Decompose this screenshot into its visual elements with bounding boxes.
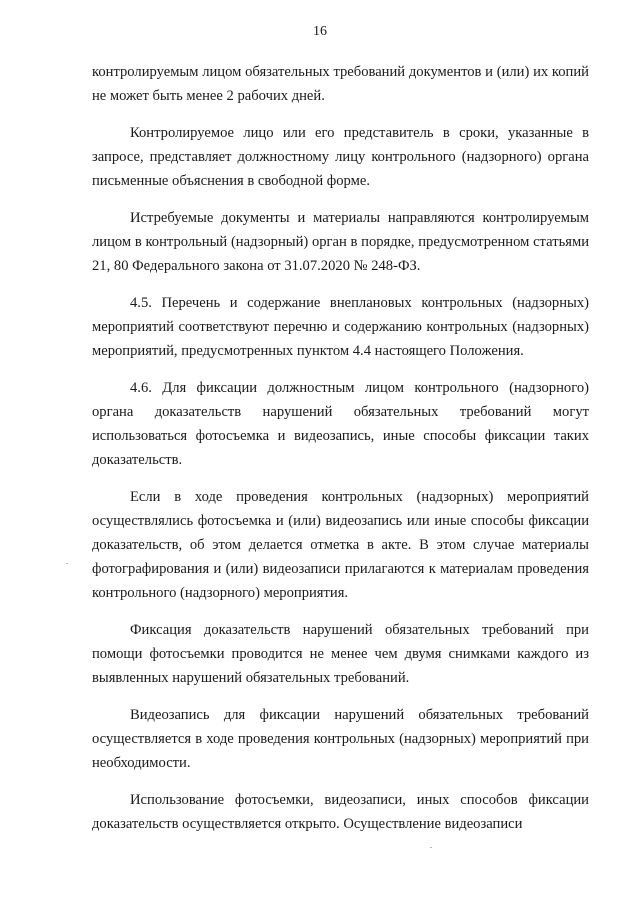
- page-number: 16: [313, 24, 327, 39]
- scan-speck: [66, 563, 68, 564]
- paragraph-explanations: Контролируемое лицо или его представитель в сроки, указанные в запросе, представляет должностному лицу контрольного (надзорного) органа письменные объяснения в свободной форме.: [92, 125, 589, 189]
- paragraph-photo-fixation: Фиксация доказательств нарушений обязательных требований при помощи фотосъемки проводится не менее чем двумя снимками каждого из выявленных нарушений обязательных требований.: [92, 622, 589, 686]
- paragraph-act-mark: Если в ходе проведения контрольных (надзорных) мероприятий осуществлялись фотосъемка и (или) видеозапись или иные способы фиксации доказательств, об этом делается отметка в акте. В этом случае материалы фотографирования и (или) видеозаписи прилагаются к материалам проведения контрольного (надзорного) мероприятия.: [92, 489, 589, 601]
- paragraph-open-use: Использование фотосъемки, видеозаписи, иных способов фиксации доказательств осуществляется открыто. Осуществление видеозаписи: [92, 792, 589, 832]
- paragraph-requested-documents: Истребуемые документы и материалы направляются контролируемым лицом в контрольный (надзорный) орган в порядке, предусмотренном статьями 21, 80 Федерального закона от 31.07.2020 № 248-ФЗ.: [92, 210, 589, 274]
- paragraph-video-fixation: Видеозапись для фиксации нарушений обязательных требований осуществляется в ходе проведения контрольных (надзорных) мероприятий при необходимости.: [92, 707, 589, 771]
- paragraph-4-5: 4.5. Перечень и содержание внеплановых контрольных (надзорных) мероприятий соответствуют перечню и содержанию контрольных (надзорных) мероприятий, предусмотренных пунктом 4.4 настоящего Положения.: [92, 295, 589, 359]
- scan-speck: [430, 847, 432, 848]
- document-body: [92, 60, 589, 836]
- paragraph-continuation: контролируемым лицом обязательных требований документов и (или) их копий не может быть менее 2 рабочих дней.: [92, 64, 589, 104]
- paragraph-4-6: 4.6. Для фиксации должностным лицом контрольного (надзорного) органа доказательств нарушений обязательных требований могут использоваться фотосъемка и видеозапись, иные способы фиксации таких доказательств.: [92, 380, 589, 468]
